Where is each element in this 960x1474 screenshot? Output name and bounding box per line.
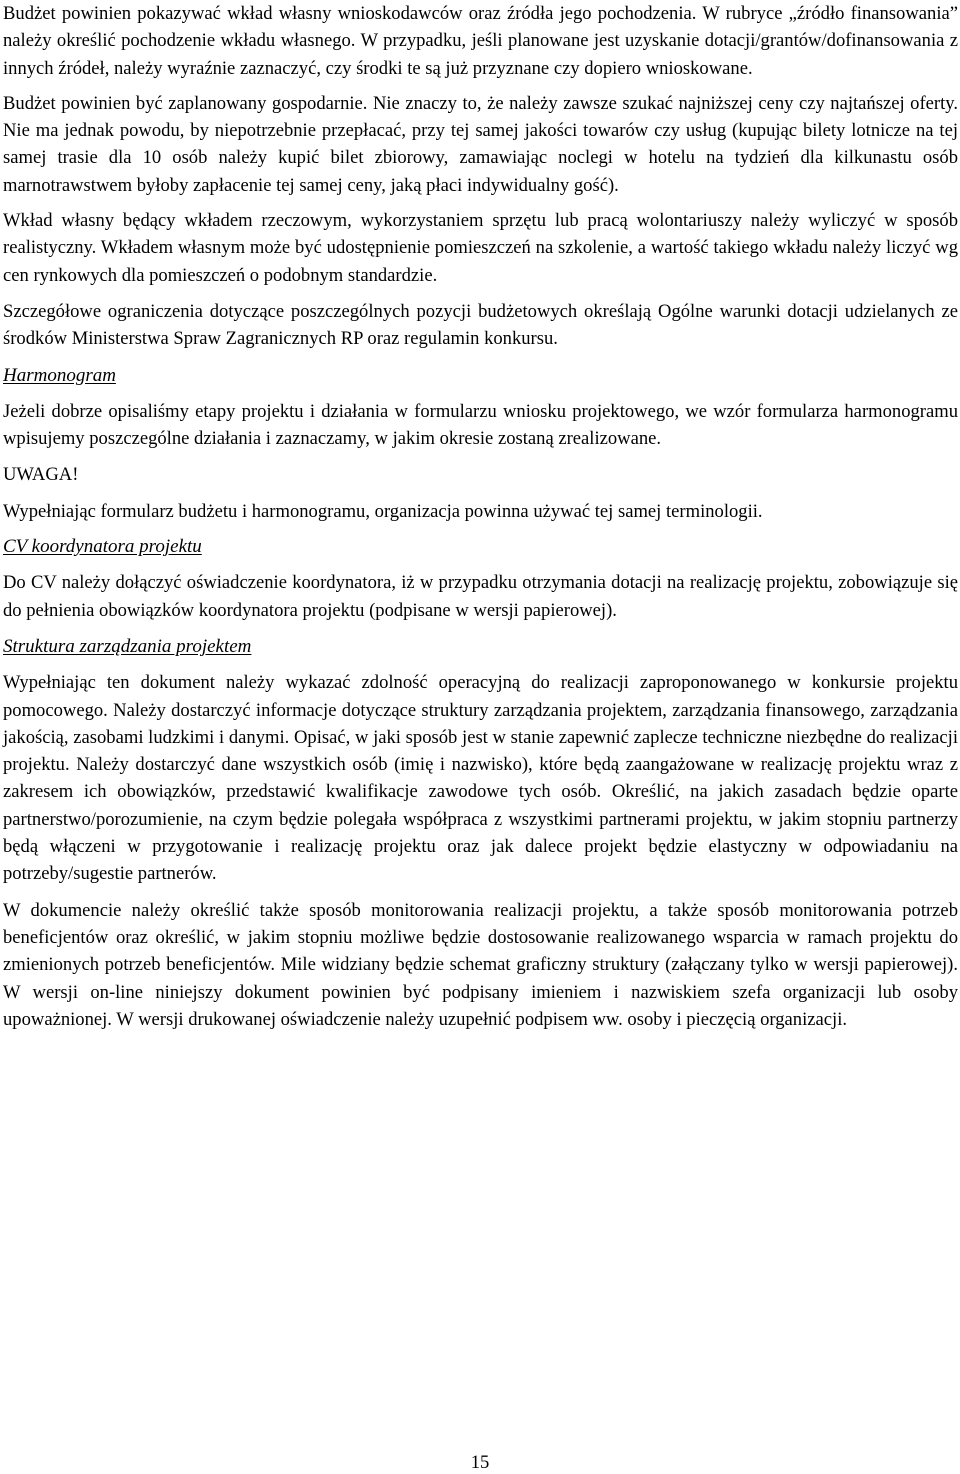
in-kind-contribution-paragraph: Wkład własny będący wkładem rzeczowym, wykorzystaniem sprzętu lub pracą wolontariuszy należy wyliczyć w sposób realistyczny. Wkładem własnym może być udostępnienie pomieszczeń na szkolenie, a wartość takiego wkładu należy liczyć wg cen rynkowych dla pomieszczeń o podobnym standardzie.: [3, 210, 958, 286]
document-page: [3, 0, 958, 1033]
budget-restrictions-paragraph: Szczegółowe ograniczenia dotyczące poszczególnych pozycji budżetowych określają Ogólne warunki dotacji udzielanych ze środków Ministerstwa Spraw Zagranicznych RP oraz regulamin konkursu.: [3, 300, 958, 350]
warning-label: UWAGA!: [3, 464, 79, 486]
budget-contribution-paragraph: Budżet powinien pokazywać wkład własny wnioskodawców oraz źródła jego pochodzenia. W rubryce „źródło finansowania” należy określić pochodzenie wkładu własnego. W przypadku, jeśli planowane jest uzyskanie dotacji/grantów/dofinansowania z innych źródeł, należy wyraźnie zaznaczyć, czy środki te są już przyznane czy dopiero wnioskowane.: [3, 3, 958, 79]
budget-economy-paragraph: Budżet powinien być zaplanowany gospodarnie. Nie znaczy to, że należy zawsze szukać najniższej ceny czy najtańszej oferty. Nie ma jednak powodu, by niepotrzebnie przepłacać, przy tej samej jakości towarów czy usług (kupując bilety lotnicze na tej samej trasie dla 10 osób należy kupić bilet zbiorowy, zamawiając noclegi w hotelu na tydzień dla kilkunastu osób marnotrawstwem byłoby zapłacenie tej samej ceny, jaką płaci indywidualny gość).: [3, 92, 958, 196]
section-heading-harmonogram-text: Harmonogram: [3, 364, 116, 386]
section-heading-cv-text: CV koordynatora projektu: [3, 536, 202, 558]
terminology-paragraph: Wypełniając formularz budżetu i harmonogramu, organizacja powinna używać tej samej terminologii.: [3, 500, 763, 522]
section-heading-management-structure: [3, 633, 958, 660]
cv-paragraph: Do CV należy dołączyć oświadczenie koordynatora, iż w przypadku otrzymania dotacji na realizację projektu, zobowiązuje się do pełnienia obowiązków koordynatora projektu (podpisane w wersji papierowej).: [3, 572, 958, 621]
section-heading-cv: [3, 533, 958, 560]
section-heading-harmonogram: [3, 362, 958, 389]
section-heading-management-structure-text: Struktura zarządzania projektem: [3, 635, 252, 657]
page-number: 15: [470, 1452, 490, 1473]
harmonogram-paragraph: Jeżeli dobrze opisaliśmy etapy projektu i działania w formularzu wniosku projektowego, we wzór formularza harmonogramu wpisujemy poszczególne działania i zaznaczamy, w jakim okresie zostaną zrealizowane.: [3, 400, 958, 450]
management-structure-paragraph: Wypełniając ten dokument należy wykazać zdolność operacyjną do realizacji zaproponowanego w konkursie projektu pomocowego. Należy dostarczyć informacje dotyczące struktury zarządzania projektem, zarządzania finansowego, zarządzania jakością, zasobami ludzkimi i danymi. Opisać, w jaki sposób jest w stanie zapewnić zaplecze techniczne niezbędne do realizacji projektu. Należy dostarczyć dane wszystkich osób (imię i nazwisko), które będą zaangażowane w realizację projektu wraz z zakresem ich obowiązków, przedstawić kwalifikacje zawodowe tych osób. Określić, na jakich zasadach będzie oparte partnerstwo/porozumienie, na czym będzie polegała współpraca z wszystkimi partnerami projektu, w jakim stopniu partnerzy będą włączeni w przygotowanie i realizację projektu oraz jak dalece projekt będzie elastyczny w odpowiadaniu na potrzeby/sugestie partnerów.: [3, 672, 958, 885]
monitoring-paragraph: W dokumencie należy określić także sposób monitorowania realizacji projektu, a także sposób monitorowania potrzeb beneficjentów oraz określić, w jakim stopniu możliwe będzie dostosowanie realizowanego wsparcia w ramach projektu do zmienionych potrzeb beneficjentów. Mile widziany będzie schemat graficzny struktury (załączany tylko w wersji papierowej). W wersji on-line niniejszy dokument powinien być podpisany imieniem i nazwiskiem szefa organizacji lub osoby upoważnionej. W wersji drukowanej oświadczenie należy uzupełnić podpisem ww. osoby i pieczęcią organizacji.: [3, 899, 958, 1030]
